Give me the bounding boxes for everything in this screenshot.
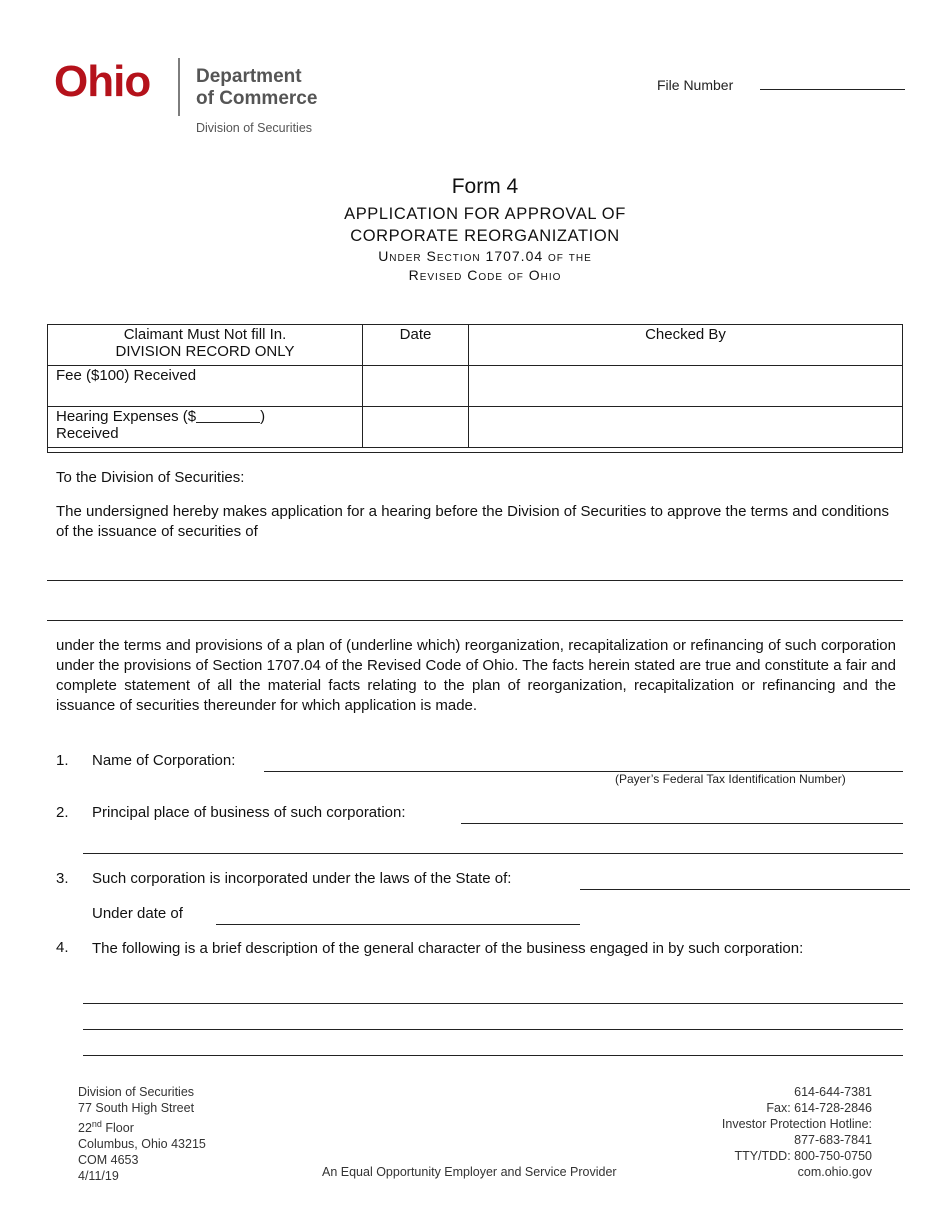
intro-paragraph: The undersigned hereby makes application for a hearing before the Division of Securities to approve the terms and conditions of the issuance of securities of xyxy=(56,503,889,540)
department-name xyxy=(196,66,317,110)
header-date: Date xyxy=(363,325,469,366)
table-header-row xyxy=(48,325,903,366)
app-title-line2: CORPORATE REORGANIZATION xyxy=(350,227,620,245)
under-date-label: Under date of xyxy=(92,905,183,922)
business-description-field-3[interactable] xyxy=(83,1055,903,1056)
file-number-field[interactable] xyxy=(760,89,905,90)
sub-title-line2: Revised Code of Ohio xyxy=(408,267,562,283)
principal-place-field-1[interactable] xyxy=(461,823,903,824)
statute-subtitle xyxy=(0,247,950,285)
application-title xyxy=(0,203,950,247)
hearing-checked-cell[interactable] xyxy=(469,407,903,448)
table-row xyxy=(48,366,903,407)
issuer-name-field-2[interactable] xyxy=(47,620,903,621)
footer-street: 77 South High Street xyxy=(78,1101,195,1115)
dept-line1: Department xyxy=(196,66,302,87)
state-of-incorporation-field[interactable] xyxy=(580,889,910,890)
state-of-incorporation-label: Such corporation is incorporated under the laws of the State of: xyxy=(92,870,512,887)
footer-contacts xyxy=(640,1084,872,1180)
footer-fax: Fax: 614-728-2846 xyxy=(766,1101,872,1115)
hearing-amount-field[interactable] xyxy=(196,408,260,423)
header-claimant-line1: Claimant Must Not fill In. xyxy=(123,326,287,343)
footer-hotline: 877-683-7841 xyxy=(794,1133,872,1147)
logo-divider xyxy=(178,58,180,116)
footer-eoe-statement: An Equal Opportunity Employer and Service Provider xyxy=(322,1165,617,1179)
hearing-expenses-label xyxy=(48,407,363,448)
footer-form-code: COM 4653 xyxy=(78,1153,139,1168)
salutation: To the Division of Securities: xyxy=(56,469,245,486)
footer-city: Columbus, Ohio 43215 xyxy=(78,1137,206,1152)
header-claimant xyxy=(48,325,363,366)
business-description-field-2[interactable] xyxy=(83,1029,903,1030)
item-number-2: 2. xyxy=(56,804,69,821)
business-description-field-1[interactable] xyxy=(83,1003,903,1004)
footer-floor: 22nd Floor xyxy=(78,1119,134,1136)
table-bottom-strip xyxy=(47,444,903,453)
footer-tty: TTY/TDD: 800-750-0750 xyxy=(734,1149,872,1163)
item-number-1: 1. xyxy=(56,752,69,769)
terms-paragraph: under the terms and provisions of a plan of (underline which) reorganization, recapitalization or refinancing of such corporation under the provisions of Section 1707.04 of the Revised Code of Ohio. The facts herein stated are true and constitute a fair and complete statement of all the material facts relating to the plan of reorganization, recapitalization or refinancing and the issuance of securities thereunder for which application is made. xyxy=(56,637,896,714)
tax-id-note: (Payer’s Federal Tax Identification Number) xyxy=(615,772,846,786)
item-number-3: 3. xyxy=(56,870,69,887)
corporation-name-label: Name of Corporation: xyxy=(92,752,236,769)
footer-phone: 614-644-7381 xyxy=(794,1085,872,1099)
issuer-name-field-1[interactable] xyxy=(47,580,903,581)
incorporation-date-field[interactable] xyxy=(216,924,580,925)
hearing-suffix: ) xyxy=(260,408,266,425)
table-row xyxy=(48,407,903,448)
principal-place-label: Principal place of business of such corporation: xyxy=(92,804,406,821)
app-title-line1: APPLICATION FOR APPROVAL OF xyxy=(344,205,626,223)
item-number-4: 4. xyxy=(56,939,69,956)
fee-checked-cell[interactable] xyxy=(469,366,903,407)
division-record-table xyxy=(47,324,903,448)
hearing-date-cell[interactable] xyxy=(363,407,469,448)
footer-hotline-label: Investor Protection Hotline: xyxy=(721,1117,872,1131)
hearing-prefix: Hearing Expenses ($ xyxy=(56,408,197,425)
footer-website-link[interactable]: com.ohio.gov xyxy=(797,1165,872,1179)
hearing-received: Received xyxy=(56,425,119,442)
dept-line2: of Commerce xyxy=(196,88,318,109)
footer-form-date: 4/11/19 xyxy=(78,1169,119,1184)
file-number-label: File Number xyxy=(657,77,734,93)
principal-place-field-2[interactable] xyxy=(83,853,903,854)
ohio-logo: Ohio xyxy=(54,57,151,106)
business-description-label: The following is a brief description of the general character of the business engaged in by such corporation: xyxy=(92,940,804,957)
form-title: Form 4 xyxy=(451,175,519,198)
footer-division: Division of Securities xyxy=(78,1085,195,1099)
division-name: Division of Securities xyxy=(196,121,313,135)
fee-received-label: Fee ($100) Received xyxy=(48,366,363,407)
fee-date-cell[interactable] xyxy=(363,366,469,407)
sub-title-line1: Under Section 1707.04 of the xyxy=(378,248,592,264)
header-checked-by: Checked By xyxy=(469,325,903,366)
header-claimant-line2: DIVISION RECORD ONLY xyxy=(115,343,295,360)
footer-address xyxy=(78,1084,206,1184)
